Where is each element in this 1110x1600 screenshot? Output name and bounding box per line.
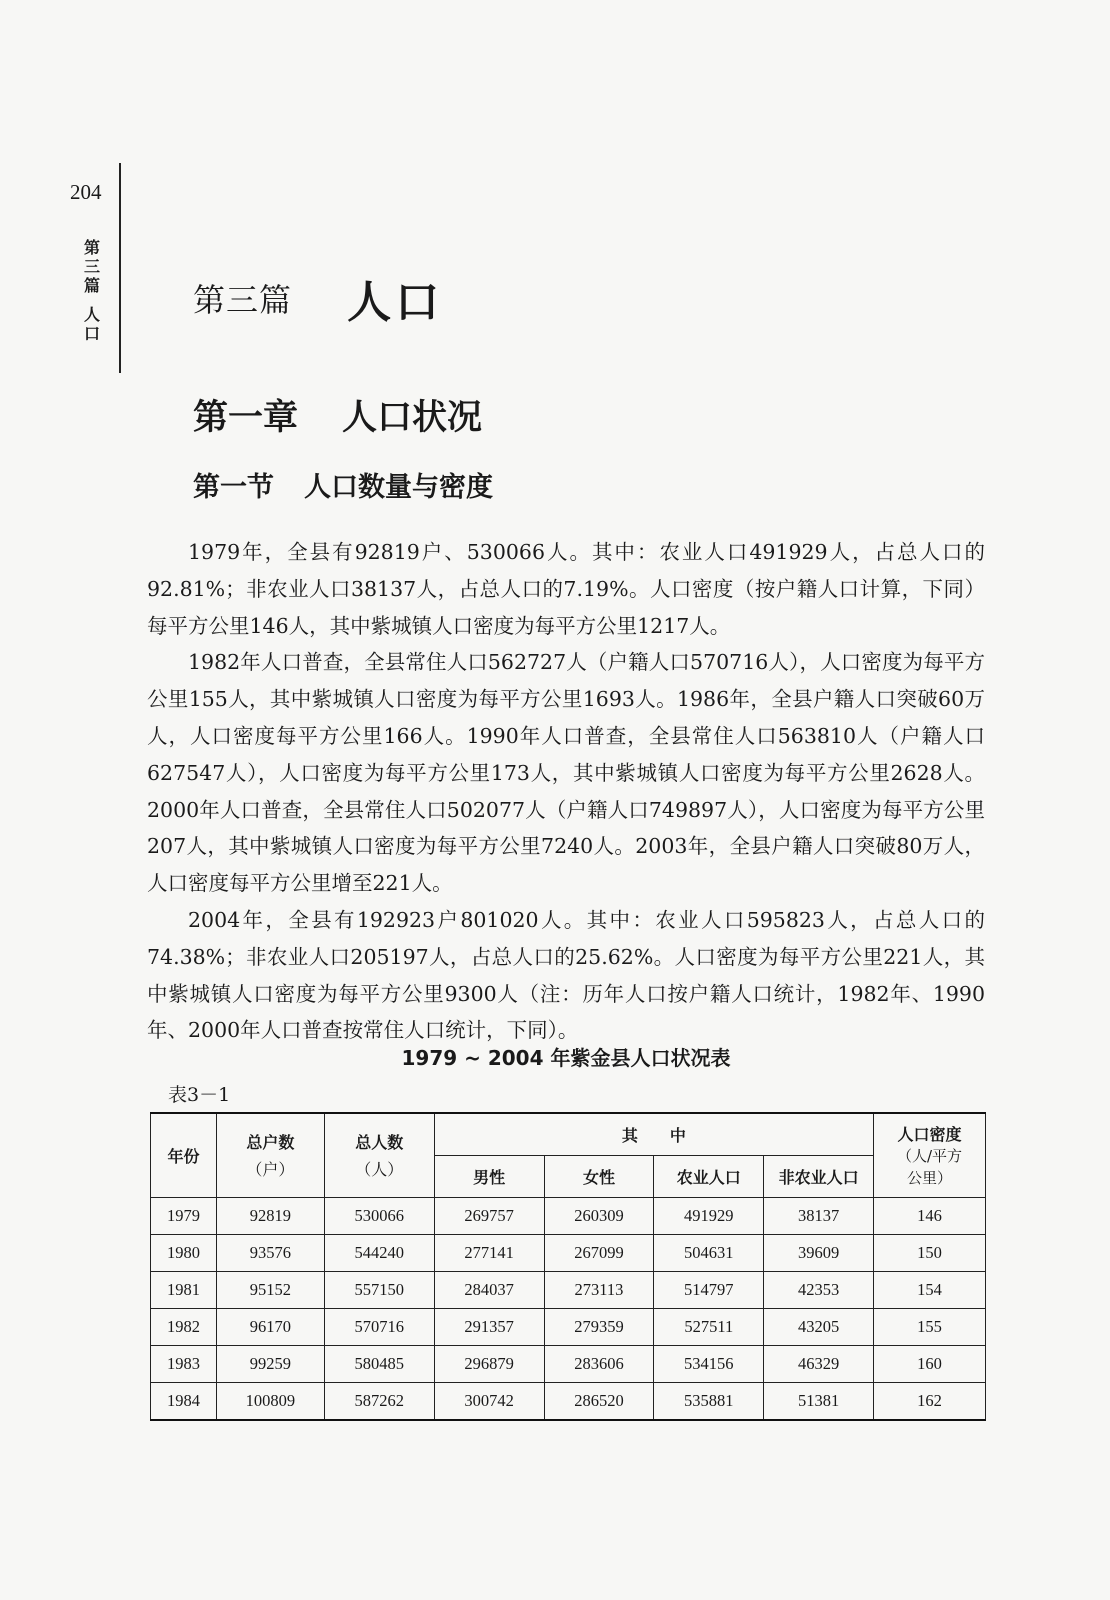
header-households — [216, 1113, 324, 1197]
table-row — [151, 1271, 986, 1308]
cell-population: 544240 — [324, 1234, 434, 1271]
cell-population: 587262 — [324, 1382, 434, 1420]
population-table — [150, 1112, 986, 1421]
cell-households: 92819 — [216, 1197, 324, 1234]
header-of-which: 其 中 — [434, 1113, 873, 1155]
cell-non-agricultural: 39609 — [764, 1234, 874, 1271]
cell-female: 273113 — [544, 1271, 654, 1308]
header-female: 女性 — [544, 1155, 654, 1197]
table-title: 1979 ~ 2004 年紫金县人口状况表 — [401, 1046, 731, 1070]
header-density-unit-2: 公里） — [907, 1168, 953, 1187]
cell-non-agricultural: 43205 — [764, 1308, 874, 1345]
cell-year: 1982 — [151, 1308, 217, 1345]
running-header-char: 三 — [83, 257, 100, 276]
cell-density: 160 — [874, 1345, 986, 1382]
cell-male: 284037 — [434, 1271, 544, 1308]
cell-female: 286520 — [544, 1382, 654, 1420]
cell-density: 162 — [874, 1382, 986, 1420]
part-name: 人口 — [347, 277, 444, 328]
cell-non-agricultural: 51381 — [764, 1382, 874, 1420]
cell-male: 277141 — [434, 1234, 544, 1271]
paragraph: 1982年人口普查，全县常住人口562727人（户籍人口570716人），人口密度为每平方公里155人，其中紫城镇人口密度为每平方公里1693人。1986年，全县户籍人口突破60万人，人口密度每平方公里166人。1990年人口普查，全县常住人口563810人（户籍人口627547人），人口密度为每平方公里173人，其中紫城镇人口密度为每平方公里2628人。2000年人口普查，全县常住人口502077人（户籍人口749897人），人口密度为每平方公里207人，其中紫城镇人口密度为每平方公里7240人。2003年，全县户籍人口突破80万人，人口密度每平方公里增至221人。 — [147, 650, 985, 896]
header-density-unit-1: （人/平方 — [897, 1146, 963, 1165]
cell-density: 150 — [874, 1234, 986, 1271]
running-header-char: 第 — [83, 238, 100, 257]
running-header-char: 口 — [83, 324, 100, 343]
chapter-title — [193, 390, 482, 440]
table-row — [151, 1234, 986, 1271]
table-row — [151, 1197, 986, 1234]
cell-density: 155 — [874, 1308, 986, 1345]
table-number: 表3－1 — [168, 1084, 231, 1106]
header-year: 年份 — [151, 1113, 217, 1197]
cell-density: 154 — [874, 1271, 986, 1308]
running-header — [80, 238, 104, 343]
header-non-agricultural: 非农业人口 — [764, 1155, 874, 1197]
header-population-unit: （人） — [355, 1160, 404, 1180]
margin-rule — [119, 163, 121, 373]
section-name: 人口数量与密度 — [304, 472, 493, 503]
header-population-label: 总人数 — [355, 1133, 404, 1153]
cell-year: 1983 — [151, 1345, 217, 1382]
body-text — [147, 534, 985, 1049]
cell-male: 296879 — [434, 1345, 544, 1382]
cell-female: 267099 — [544, 1234, 654, 1271]
chapter-number: 第一章 — [193, 398, 299, 438]
header-density-label: 人口密度 — [897, 1124, 962, 1144]
cell-households: 100809 — [216, 1382, 324, 1420]
cell-year: 1984 — [151, 1382, 217, 1420]
cell-agricultural: 527511 — [654, 1308, 764, 1345]
cell-male: 300742 — [434, 1382, 544, 1420]
cell-agricultural: 535881 — [654, 1382, 764, 1420]
cell-male: 269757 — [434, 1197, 544, 1234]
chapter-name: 人口状况 — [342, 398, 483, 438]
header-households-unit: （户） — [246, 1160, 295, 1180]
cell-population: 580485 — [324, 1345, 434, 1382]
header-population — [324, 1113, 434, 1197]
section-title — [193, 465, 493, 504]
running-header-gap — [80, 295, 104, 305]
cell-year: 1981 — [151, 1271, 217, 1308]
running-header-char: 篇 — [83, 276, 100, 295]
cell-population: 570716 — [324, 1308, 434, 1345]
page-number: 204 — [70, 180, 102, 204]
cell-male: 291357 — [434, 1308, 544, 1345]
cell-female: 279359 — [544, 1308, 654, 1345]
cell-households: 99259 — [216, 1345, 324, 1382]
cell-female: 283606 — [544, 1345, 654, 1382]
table-body — [151, 1197, 986, 1420]
cell-non-agricultural: 46329 — [764, 1345, 874, 1382]
paragraph: 1979年，全县有92819户、530066人。其中：农业人口491929人，占总人口的92.81%；非农业人口38137人，占总人口的7.19%。人口密度（按户籍人口计算，下同）每平方公里146人，其中紫城镇人口密度为每平方公里1217人。 — [147, 540, 985, 638]
paragraph: 2004年，全县有192923户801020人。其中：农业人口595823人，占总人口的74.38%；非农业人口205197人，占总人口的25.62%。人口密度为每平方公里221人，其中紫城镇人口密度为每平方公里9300人（注：历年人口按户籍人口统计，1982年、1990年、2000年人口普查按常住人口统计，下同）。 — [147, 907, 985, 1043]
cell-households: 96170 — [216, 1308, 324, 1345]
part-number: 第三篇 — [193, 281, 293, 319]
cell-agricultural: 534156 — [654, 1345, 764, 1382]
cell-female: 260309 — [544, 1197, 654, 1234]
cell-year: 1980 — [151, 1234, 217, 1271]
running-header-char: 人 — [83, 305, 100, 324]
cell-agricultural: 504631 — [654, 1234, 764, 1271]
cell-households: 95152 — [216, 1271, 324, 1308]
table-row — [151, 1308, 986, 1345]
cell-agricultural: 514797 — [654, 1271, 764, 1308]
header-male: 男性 — [434, 1155, 544, 1197]
cell-agricultural: 491929 — [654, 1197, 764, 1234]
cell-year: 1979 — [151, 1197, 217, 1234]
header-density — [874, 1113, 986, 1197]
header-agricultural: 农业人口 — [654, 1155, 764, 1197]
cell-non-agricultural: 38137 — [764, 1197, 874, 1234]
section-number: 第一节 — [193, 472, 274, 503]
header-households-label: 总户数 — [246, 1133, 295, 1153]
cell-density: 146 — [874, 1197, 986, 1234]
part-title — [193, 266, 443, 330]
cell-households: 93576 — [216, 1234, 324, 1271]
cell-non-agricultural: 42353 — [764, 1271, 874, 1308]
cell-population: 530066 — [324, 1197, 434, 1234]
cell-population: 557150 — [324, 1271, 434, 1308]
table-row — [151, 1345, 986, 1382]
table-row — [151, 1382, 986, 1420]
